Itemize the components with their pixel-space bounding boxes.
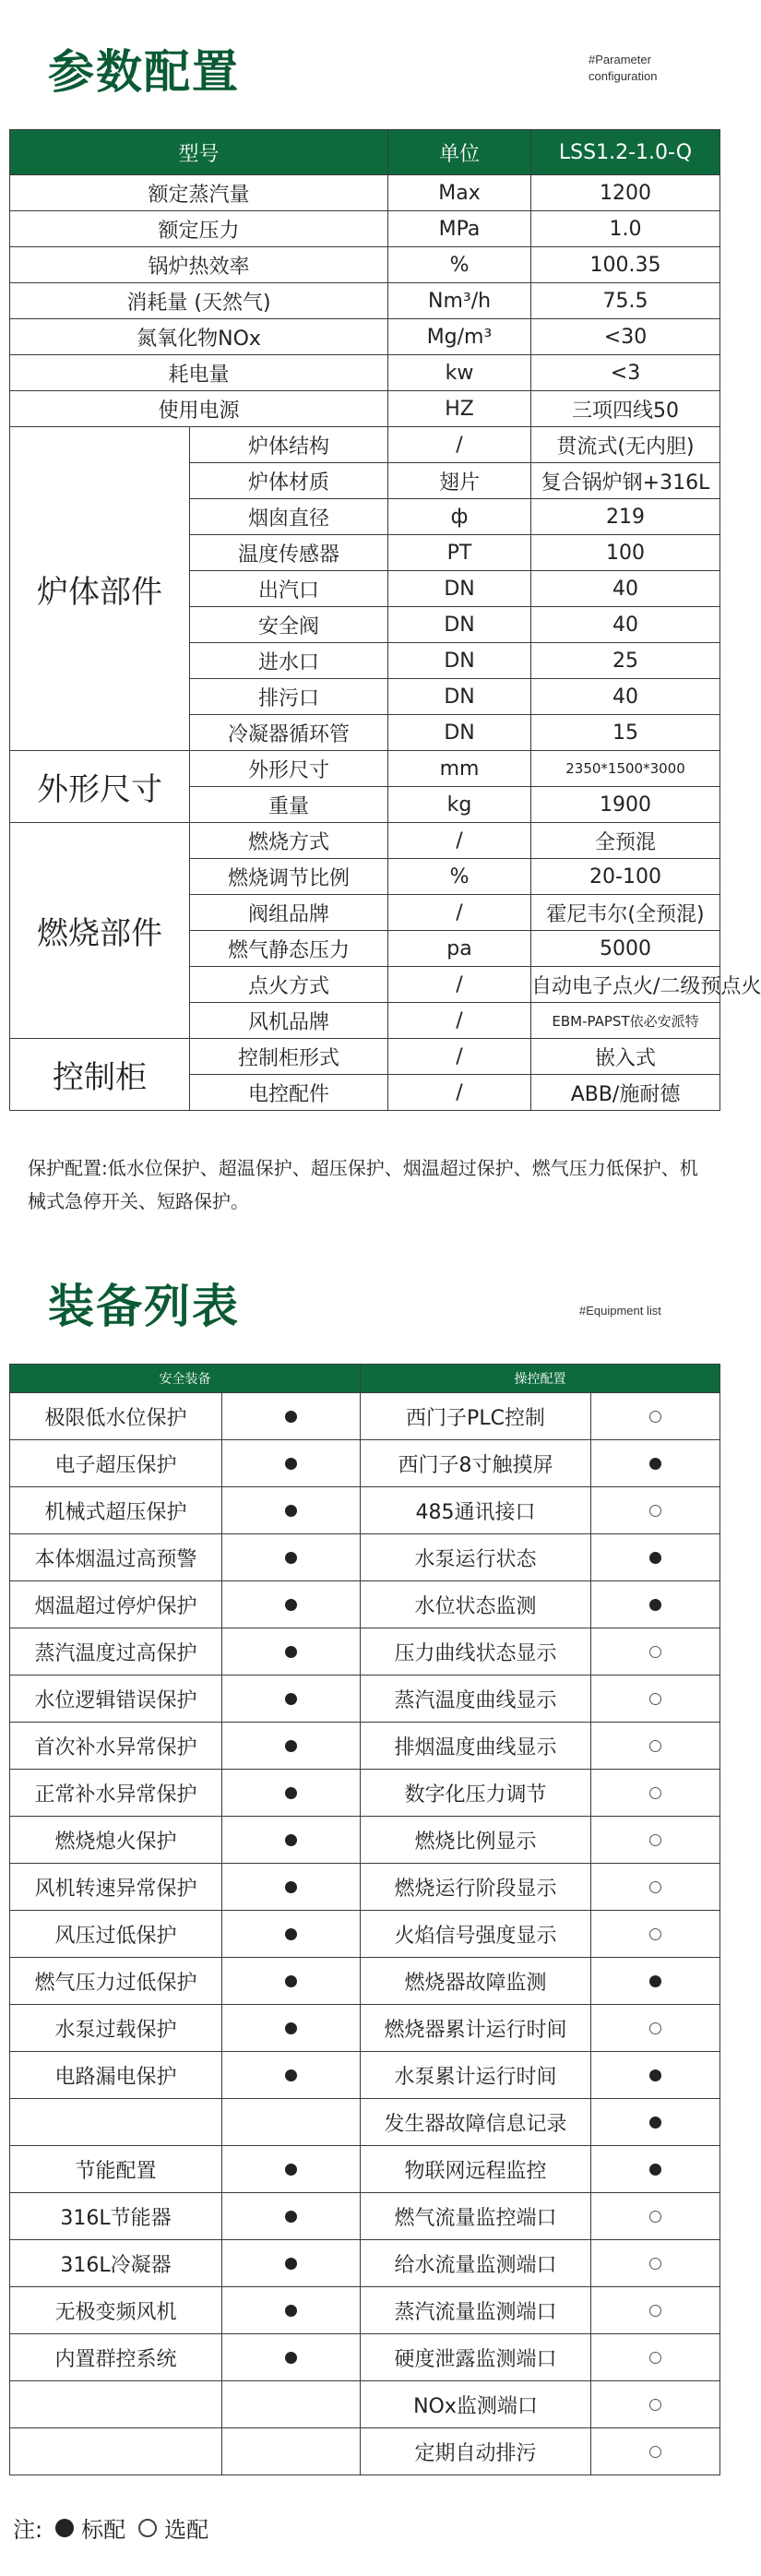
equip-row [10, 2334, 720, 2381]
safety-item: 蒸汽温度过高保护 [10, 1628, 222, 1676]
optional-circle-icon [649, 1881, 661, 1893]
safety-item: 316L冷凝器 [10, 2240, 222, 2287]
equip-section-title: 装备列表 [48, 1280, 240, 1333]
control-status [591, 1723, 720, 1770]
group-item-name: 阀组品牌 [190, 895, 388, 931]
control-item: 火焰信号强度显示 [361, 1911, 591, 1958]
control-status [591, 2287, 720, 2334]
safety-status [222, 1864, 361, 1911]
group-item-value: 25 [531, 643, 720, 679]
standard-dot-icon [649, 1458, 661, 1470]
safety-item [10, 2428, 222, 2475]
optional-circle-icon [649, 1505, 661, 1517]
header-control: 操控配置 [361, 1365, 720, 1393]
control-item: 燃烧运行阶段显示 [361, 1864, 591, 1911]
safety-item: 极限低水位保护 [10, 1393, 222, 1440]
group-item-value: 嵌入式 [531, 1039, 720, 1075]
group-item-unit: kg [388, 787, 531, 823]
safety-item: 无极变频风机 [10, 2287, 222, 2334]
param-name: 额定蒸汽量 [10, 175, 388, 211]
optional-circle-icon [649, 2022, 661, 2034]
control-item: 西门子8寸触摸屏 [361, 1440, 591, 1487]
safety-status [222, 2005, 361, 2052]
control-item: 水泵累计运行时间 [361, 2052, 591, 2099]
protection-note: 保护配置:低水位保护、超温保护、超压保护、烟温超过保护、燃气压力低保护、机械式急停开关、短路保护。 [28, 1157, 698, 1212]
equip-row [10, 1628, 720, 1676]
control-status [591, 2099, 720, 2146]
standard-dot-icon [55, 2519, 74, 2537]
safety-item [10, 2381, 222, 2428]
group-item-value: 40 [531, 571, 720, 607]
control-status [591, 1581, 720, 1628]
parameter-table [9, 129, 761, 1111]
safety-status [222, 1487, 361, 1534]
param-unit: % [388, 247, 531, 283]
equip-row [10, 1534, 720, 1581]
control-item: 燃气流量监控端口 [361, 2193, 591, 2240]
control-item: 水位状态监测 [361, 1581, 591, 1628]
group-name: 外形尺寸 [10, 751, 190, 823]
standard-dot-icon [285, 2352, 297, 2364]
safety-item: 内置群控系统 [10, 2334, 222, 2381]
param-row [10, 391, 720, 427]
group-item-name: 冷凝器循环管 [190, 715, 388, 751]
control-item: 给水流量监测端口 [361, 2240, 591, 2287]
group-item-unit: / [388, 1003, 531, 1039]
group-item-value: 100 [531, 535, 720, 571]
equip-row [10, 2287, 720, 2334]
param-row [10, 175, 720, 211]
param-row [10, 319, 720, 355]
header-safety: 安全装备 [10, 1365, 361, 1393]
equip-row [10, 2099, 720, 2146]
control-item: NOx监测端口 [361, 2381, 591, 2428]
params-subtitle-line1: #Parameter [589, 53, 651, 66]
safety-status [222, 1393, 361, 1440]
safety-status [222, 2428, 361, 2475]
control-item: 蒸汽温度曲线显示 [361, 1676, 591, 1723]
group-name: 控制柜 [10, 1039, 190, 1111]
param-value: 1.0 [531, 211, 720, 247]
group-item-value: 20-100 [531, 859, 720, 895]
optional-circle-icon [649, 2258, 661, 2270]
equip-row [10, 1440, 720, 1487]
group-item-name: 外形尺寸 [190, 751, 388, 787]
equip-row [10, 1958, 720, 2005]
standard-dot-icon [285, 2211, 297, 2223]
optional-circle-icon [649, 1928, 661, 1940]
param-unit: HZ [388, 391, 531, 427]
group-item-name: 烟囱直径 [190, 499, 388, 535]
control-status [591, 1911, 720, 1958]
params-subtitle-line2: configuration [589, 69, 658, 83]
group-item-name: 控制柜形式 [190, 1039, 388, 1075]
group-item-name: 炉体材质 [190, 463, 388, 499]
header-unit: 单位 [388, 130, 531, 175]
safety-status [222, 2193, 361, 2240]
control-status [591, 1958, 720, 2005]
safety-item: 节能配置 [10, 2146, 222, 2193]
safety-status [222, 2099, 361, 2146]
group-item-value: 5000 [531, 931, 720, 967]
equip-row [10, 2146, 720, 2193]
param-value: 75.5 [531, 283, 720, 319]
group-item-unit: 翅片 [388, 463, 531, 499]
group-item-unit: / [388, 823, 531, 859]
param-value: <30 [531, 319, 720, 355]
group-item-name: 风机品牌 [190, 1003, 388, 1039]
group-item-unit: DN [388, 571, 531, 607]
equip-row [10, 1676, 720, 1723]
group-item-value: 霍尼韦尔(全预混) [531, 895, 720, 931]
param-unit: kw [388, 355, 531, 391]
group-item-value: ABB/施耐德 [531, 1075, 720, 1111]
group-item-value: 1900 [531, 787, 720, 823]
safety-item: 水泵过载保护 [10, 2005, 222, 2052]
safety-item: 风机转速异常保护 [10, 1864, 222, 1911]
safety-status [222, 1440, 361, 1487]
equipment-table [9, 1364, 720, 2475]
control-item: 燃烧比例显示 [361, 1817, 591, 1864]
group-item-value: 15 [531, 715, 720, 751]
group-item-unit: / [388, 967, 531, 1003]
control-item: 发生器故障信息记录 [361, 2099, 591, 2146]
group-item-name: 排污口 [190, 679, 388, 715]
equip-row [10, 2240, 720, 2287]
param-group-row [10, 1039, 720, 1075]
standard-dot-icon [285, 2164, 297, 2176]
header-model-value: LSS1.2-1.0-Q [531, 130, 720, 175]
safety-status [222, 1628, 361, 1676]
standard-dot-icon [285, 2069, 297, 2081]
group-item-name: 燃气静态压力 [190, 931, 388, 967]
control-status [591, 1770, 720, 1817]
param-row [10, 211, 720, 247]
optional-circle-icon [649, 2352, 661, 2364]
control-status [591, 2146, 720, 2193]
equip-row [10, 1911, 720, 1958]
control-item: 燃烧器累计运行时间 [361, 2005, 591, 2052]
group-item-unit: / [388, 1075, 531, 1111]
param-group-row [10, 823, 720, 859]
optional-circle-icon [649, 2305, 661, 2317]
safety-item: 烟温超过停炉保护 [10, 1581, 222, 1628]
group-item-value: 40 [531, 607, 720, 643]
group-item-unit: PT [388, 535, 531, 571]
safety-item: 本体烟温过高预警 [10, 1534, 222, 1581]
equip-section-subtitle: #Equipment list [579, 1304, 661, 1318]
safety-status [222, 2146, 361, 2193]
safety-status [222, 2240, 361, 2287]
group-item-unit: DN [388, 715, 531, 751]
standard-dot-icon [285, 1975, 297, 1987]
safety-item: 316L节能器 [10, 2193, 222, 2240]
param-name: 使用电源 [10, 391, 388, 427]
standard-dot-icon [649, 2117, 661, 2129]
optional-circle-icon [649, 1787, 661, 1799]
safety-item: 机械式超压保护 [10, 1487, 222, 1534]
safety-status [222, 1817, 361, 1864]
equip-row [10, 2005, 720, 2052]
param-group-row [10, 751, 720, 787]
group-name: 燃烧部件 [10, 823, 190, 1039]
group-item-unit: mm [388, 751, 531, 787]
control-status [591, 2381, 720, 2428]
standard-dot-icon [649, 2069, 661, 2081]
group-item-value: 自动电子点火/二级预点火 [531, 967, 720, 1003]
control-status [591, 1676, 720, 1723]
standard-dot-icon [285, 1834, 297, 1846]
safety-status [222, 1911, 361, 1958]
standard-dot-icon [285, 1928, 297, 1940]
equip-row [10, 1487, 720, 1534]
control-status [591, 1864, 720, 1911]
legend-optional: 选配 [164, 2517, 209, 2543]
group-item-unit: % [388, 859, 531, 895]
param-name: 锅炉热效率 [10, 247, 388, 283]
control-status [591, 1487, 720, 1534]
param-name: 额定压力 [10, 211, 388, 247]
group-item-value: EBM-PAPST依必安派特 [531, 1003, 720, 1039]
equip-row [10, 2052, 720, 2099]
equip-row [10, 2381, 720, 2428]
optional-circle-icon [138, 2519, 157, 2537]
safety-item: 电子超压保护 [10, 1440, 222, 1487]
group-item-unit: / [388, 1039, 531, 1075]
group-item-unit: pa [388, 931, 531, 967]
group-item-name: 进水口 [190, 643, 388, 679]
standard-dot-icon [285, 2022, 297, 2034]
optional-circle-icon [649, 1693, 661, 1705]
safety-status [222, 1581, 361, 1628]
control-item: 蒸汽流量监测端口 [361, 2287, 591, 2334]
param-unit: MPa [388, 211, 531, 247]
safety-status [222, 1534, 361, 1581]
optional-circle-icon [649, 1834, 661, 1846]
param-unit: Max [388, 175, 531, 211]
param-value: 100.35 [531, 247, 720, 283]
standard-dot-icon [649, 1552, 661, 1564]
param-row [10, 283, 720, 319]
control-status [591, 2193, 720, 2240]
equip-row [10, 1581, 720, 1628]
param-value: 1200 [531, 175, 720, 211]
standard-dot-icon [285, 1411, 297, 1423]
group-item-name: 炉体结构 [190, 427, 388, 463]
equip-row [10, 2193, 720, 2240]
standard-dot-icon [649, 1599, 661, 1611]
standard-dot-icon [285, 1787, 297, 1799]
control-status [591, 1393, 720, 1440]
param-unit: Nm³/h [388, 283, 531, 319]
group-item-value: 贯流式(无内胆) [531, 427, 720, 463]
safety-status [222, 1770, 361, 1817]
param-value: <3 [531, 355, 720, 391]
param-row [10, 355, 720, 391]
group-item-unit: DN [388, 607, 531, 643]
group-item-value: 复合锅炉钢+316L [531, 463, 720, 499]
control-status [591, 2240, 720, 2287]
group-item-name: 安全阀 [190, 607, 388, 643]
group-item-value: 40 [531, 679, 720, 715]
control-status [591, 2428, 720, 2475]
control-status [591, 1817, 720, 1864]
control-item: 压力曲线状态显示 [361, 1628, 591, 1676]
params-section-subtitle [589, 52, 657, 85]
params-section-title: 参数配置 [48, 45, 240, 99]
group-item-name: 点火方式 [190, 967, 388, 1003]
control-item: 硬度泄露监测端口 [361, 2334, 591, 2381]
param-name: 耗电量 [10, 355, 388, 391]
group-item-value: 全预混 [531, 823, 720, 859]
control-status [591, 2334, 720, 2381]
group-item-unit: ф [388, 499, 531, 535]
standard-dot-icon [285, 2258, 297, 2270]
param-unit: Mg/m³ [388, 319, 531, 355]
equip-row [10, 1864, 720, 1911]
control-item: 排烟温度曲线显示 [361, 1723, 591, 1770]
safety-status [222, 2381, 361, 2428]
safety-item [10, 2099, 222, 2146]
legend-prefix: 注: [13, 2517, 43, 2543]
standard-dot-icon [285, 1552, 297, 1564]
param-header-row [10, 130, 720, 175]
group-item-name: 燃烧方式 [190, 823, 388, 859]
optional-circle-icon [649, 1411, 661, 1423]
optional-circle-icon [649, 2211, 661, 2223]
equip-row [10, 1723, 720, 1770]
optional-circle-icon [649, 1740, 661, 1752]
control-status [591, 2005, 720, 2052]
standard-dot-icon [285, 1740, 297, 1752]
safety-item: 燃气压力过低保护 [10, 1958, 222, 2005]
safety-item: 首次补水异常保护 [10, 1723, 222, 1770]
safety-status [222, 1676, 361, 1723]
control-status [591, 1534, 720, 1581]
group-item-value: 219 [531, 499, 720, 535]
safety-status [222, 2052, 361, 2099]
group-item-unit: / [388, 427, 531, 463]
control-item: 水泵运行状态 [361, 1534, 591, 1581]
safety-status [222, 2287, 361, 2334]
control-item: 数字化压力调节 [361, 1770, 591, 1817]
standard-dot-icon [285, 2305, 297, 2317]
standard-dot-icon [285, 1646, 297, 1658]
equip-row [10, 1770, 720, 1817]
safety-status [222, 1723, 361, 1770]
param-group-row [10, 427, 720, 463]
standard-dot-icon [649, 1975, 661, 1987]
control-item: 燃烧器故障监测 [361, 1958, 591, 2005]
control-item: 物联网远程监控 [361, 2146, 591, 2193]
param-value: 三项四线50 [531, 391, 720, 427]
equip-row [10, 1393, 720, 1440]
header-model: 型号 [10, 130, 388, 175]
control-item: 西门子PLC控制 [361, 1393, 591, 1440]
group-item-name: 电控配件 [190, 1075, 388, 1111]
standard-dot-icon [285, 1599, 297, 1611]
standard-dot-icon [285, 1505, 297, 1517]
control-item: 485通讯接口 [361, 1487, 591, 1534]
control-status [591, 2052, 720, 2099]
param-name: 消耗量 (天然气) [10, 283, 388, 319]
group-item-value: 2350*1500*3000 [531, 751, 720, 787]
param-row [10, 247, 720, 283]
param-name: 氮氧化物NOx [10, 319, 388, 355]
safety-item: 燃烧熄火保护 [10, 1817, 222, 1864]
standard-dot-icon [285, 1693, 297, 1705]
control-item: 定期自动排污 [361, 2428, 591, 2475]
group-item-name: 重量 [190, 787, 388, 823]
control-status [591, 1628, 720, 1676]
optional-circle-icon [649, 2446, 661, 2458]
standard-dot-icon [649, 2164, 661, 2176]
control-status [591, 1440, 720, 1487]
group-name: 炉体部件 [10, 427, 190, 751]
equip-row [10, 2428, 720, 2475]
group-item-name: 出汽口 [190, 571, 388, 607]
group-item-name: 燃烧调节比例 [190, 859, 388, 895]
safety-status [222, 1958, 361, 2005]
equip-row [10, 1817, 720, 1864]
safety-item: 水位逻辑错误保护 [10, 1676, 222, 1723]
group-item-unit: / [388, 895, 531, 931]
safety-status [222, 2334, 361, 2381]
safety-item: 风压过低保护 [10, 1911, 222, 1958]
safety-item: 正常补水异常保护 [10, 1770, 222, 1817]
group-item-unit: DN [388, 643, 531, 679]
group-item-name: 温度传感器 [190, 535, 388, 571]
legend [13, 2511, 208, 2544]
safety-item: 电路漏电保护 [10, 2052, 222, 2099]
legend-standard: 标配 [81, 2517, 126, 2543]
standard-dot-icon [285, 1881, 297, 1893]
optional-circle-icon [649, 1646, 661, 1658]
group-item-unit: DN [388, 679, 531, 715]
equip-header-row [10, 1365, 720, 1393]
optional-circle-icon [649, 2399, 661, 2411]
standard-dot-icon [285, 1458, 297, 1470]
